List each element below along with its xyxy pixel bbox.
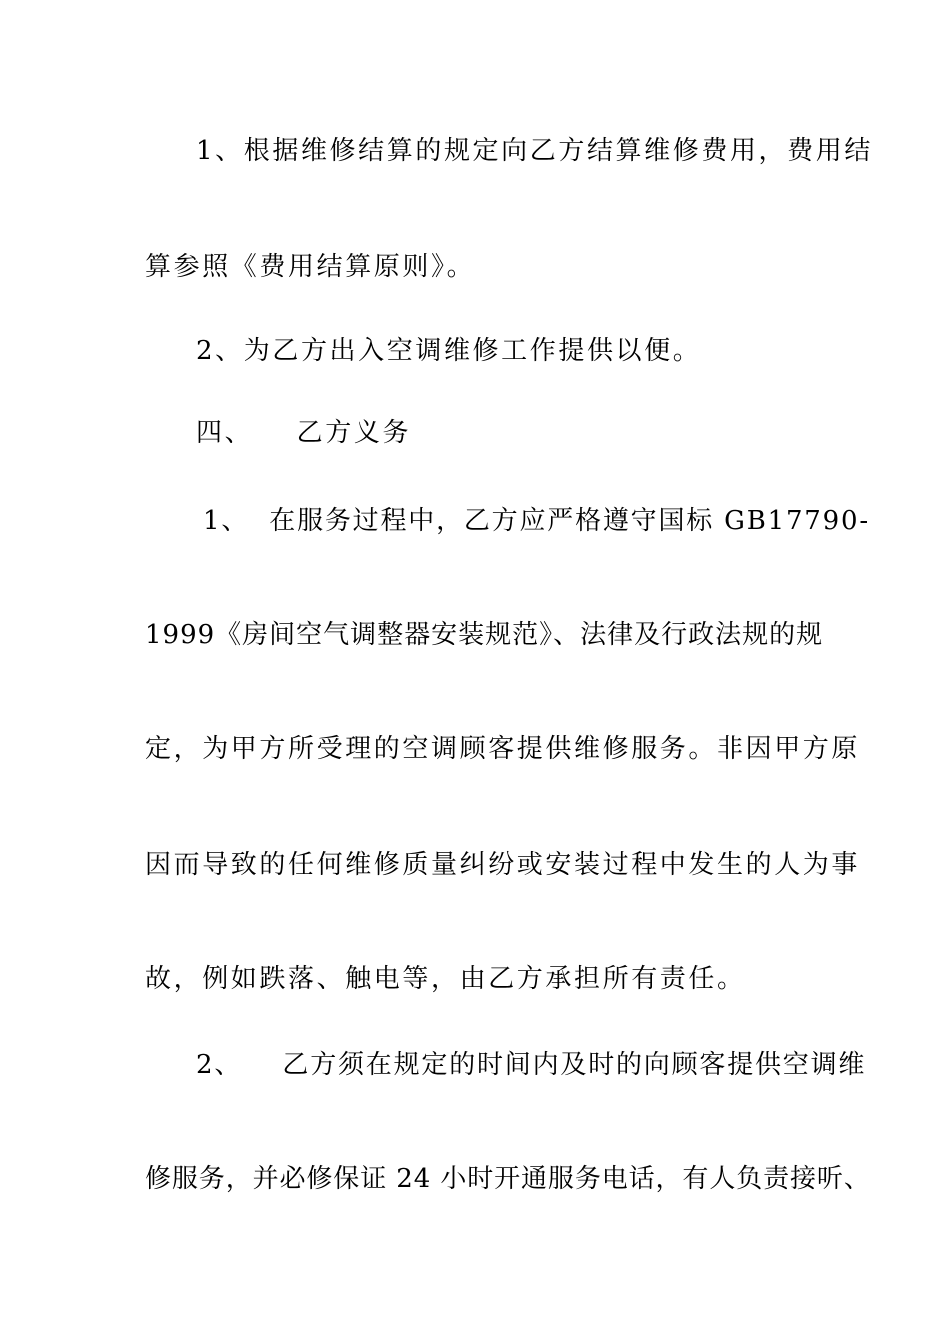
paragraph-line-6: 1999《房间空气调整器安装规范》、法律及行政法规的规: [145, 620, 824, 650]
paragraph-line-7: 定，为甲方所受理的空调顾客提供维修服务。非因甲方原: [145, 734, 861, 764]
paragraph-line-1: 1、根据维修结算的规定向乙方结算维修费用，费用结: [196, 136, 873, 166]
paragraph-line-2: 算参照《费用结算原则》。: [145, 252, 476, 282]
paragraph-line-5: 1、 在服务过程中，乙方应严格遵守国标 GB17790-: [203, 506, 870, 536]
section-heading: 四、 乙方义务: [196, 418, 412, 448]
paragraph-line-8: 因而导致的任何维修质量纠纷或安装过程中发生的人为事: [145, 850, 861, 880]
paragraph-line-3: 2、为乙方出入空调维修工作提供以便。: [196, 336, 702, 366]
paragraph-line-11: 修服务，并必修保证 24 小时开通服务电话，有人负责接听、: [145, 1164, 871, 1194]
paragraph-line-10: 2、 乙方须在规定的时间内及时的向顾客提供空调维: [196, 1050, 867, 1080]
paragraph-line-9: 故，例如跌落、触电等，由乙方承担所有责任。: [145, 964, 746, 994]
